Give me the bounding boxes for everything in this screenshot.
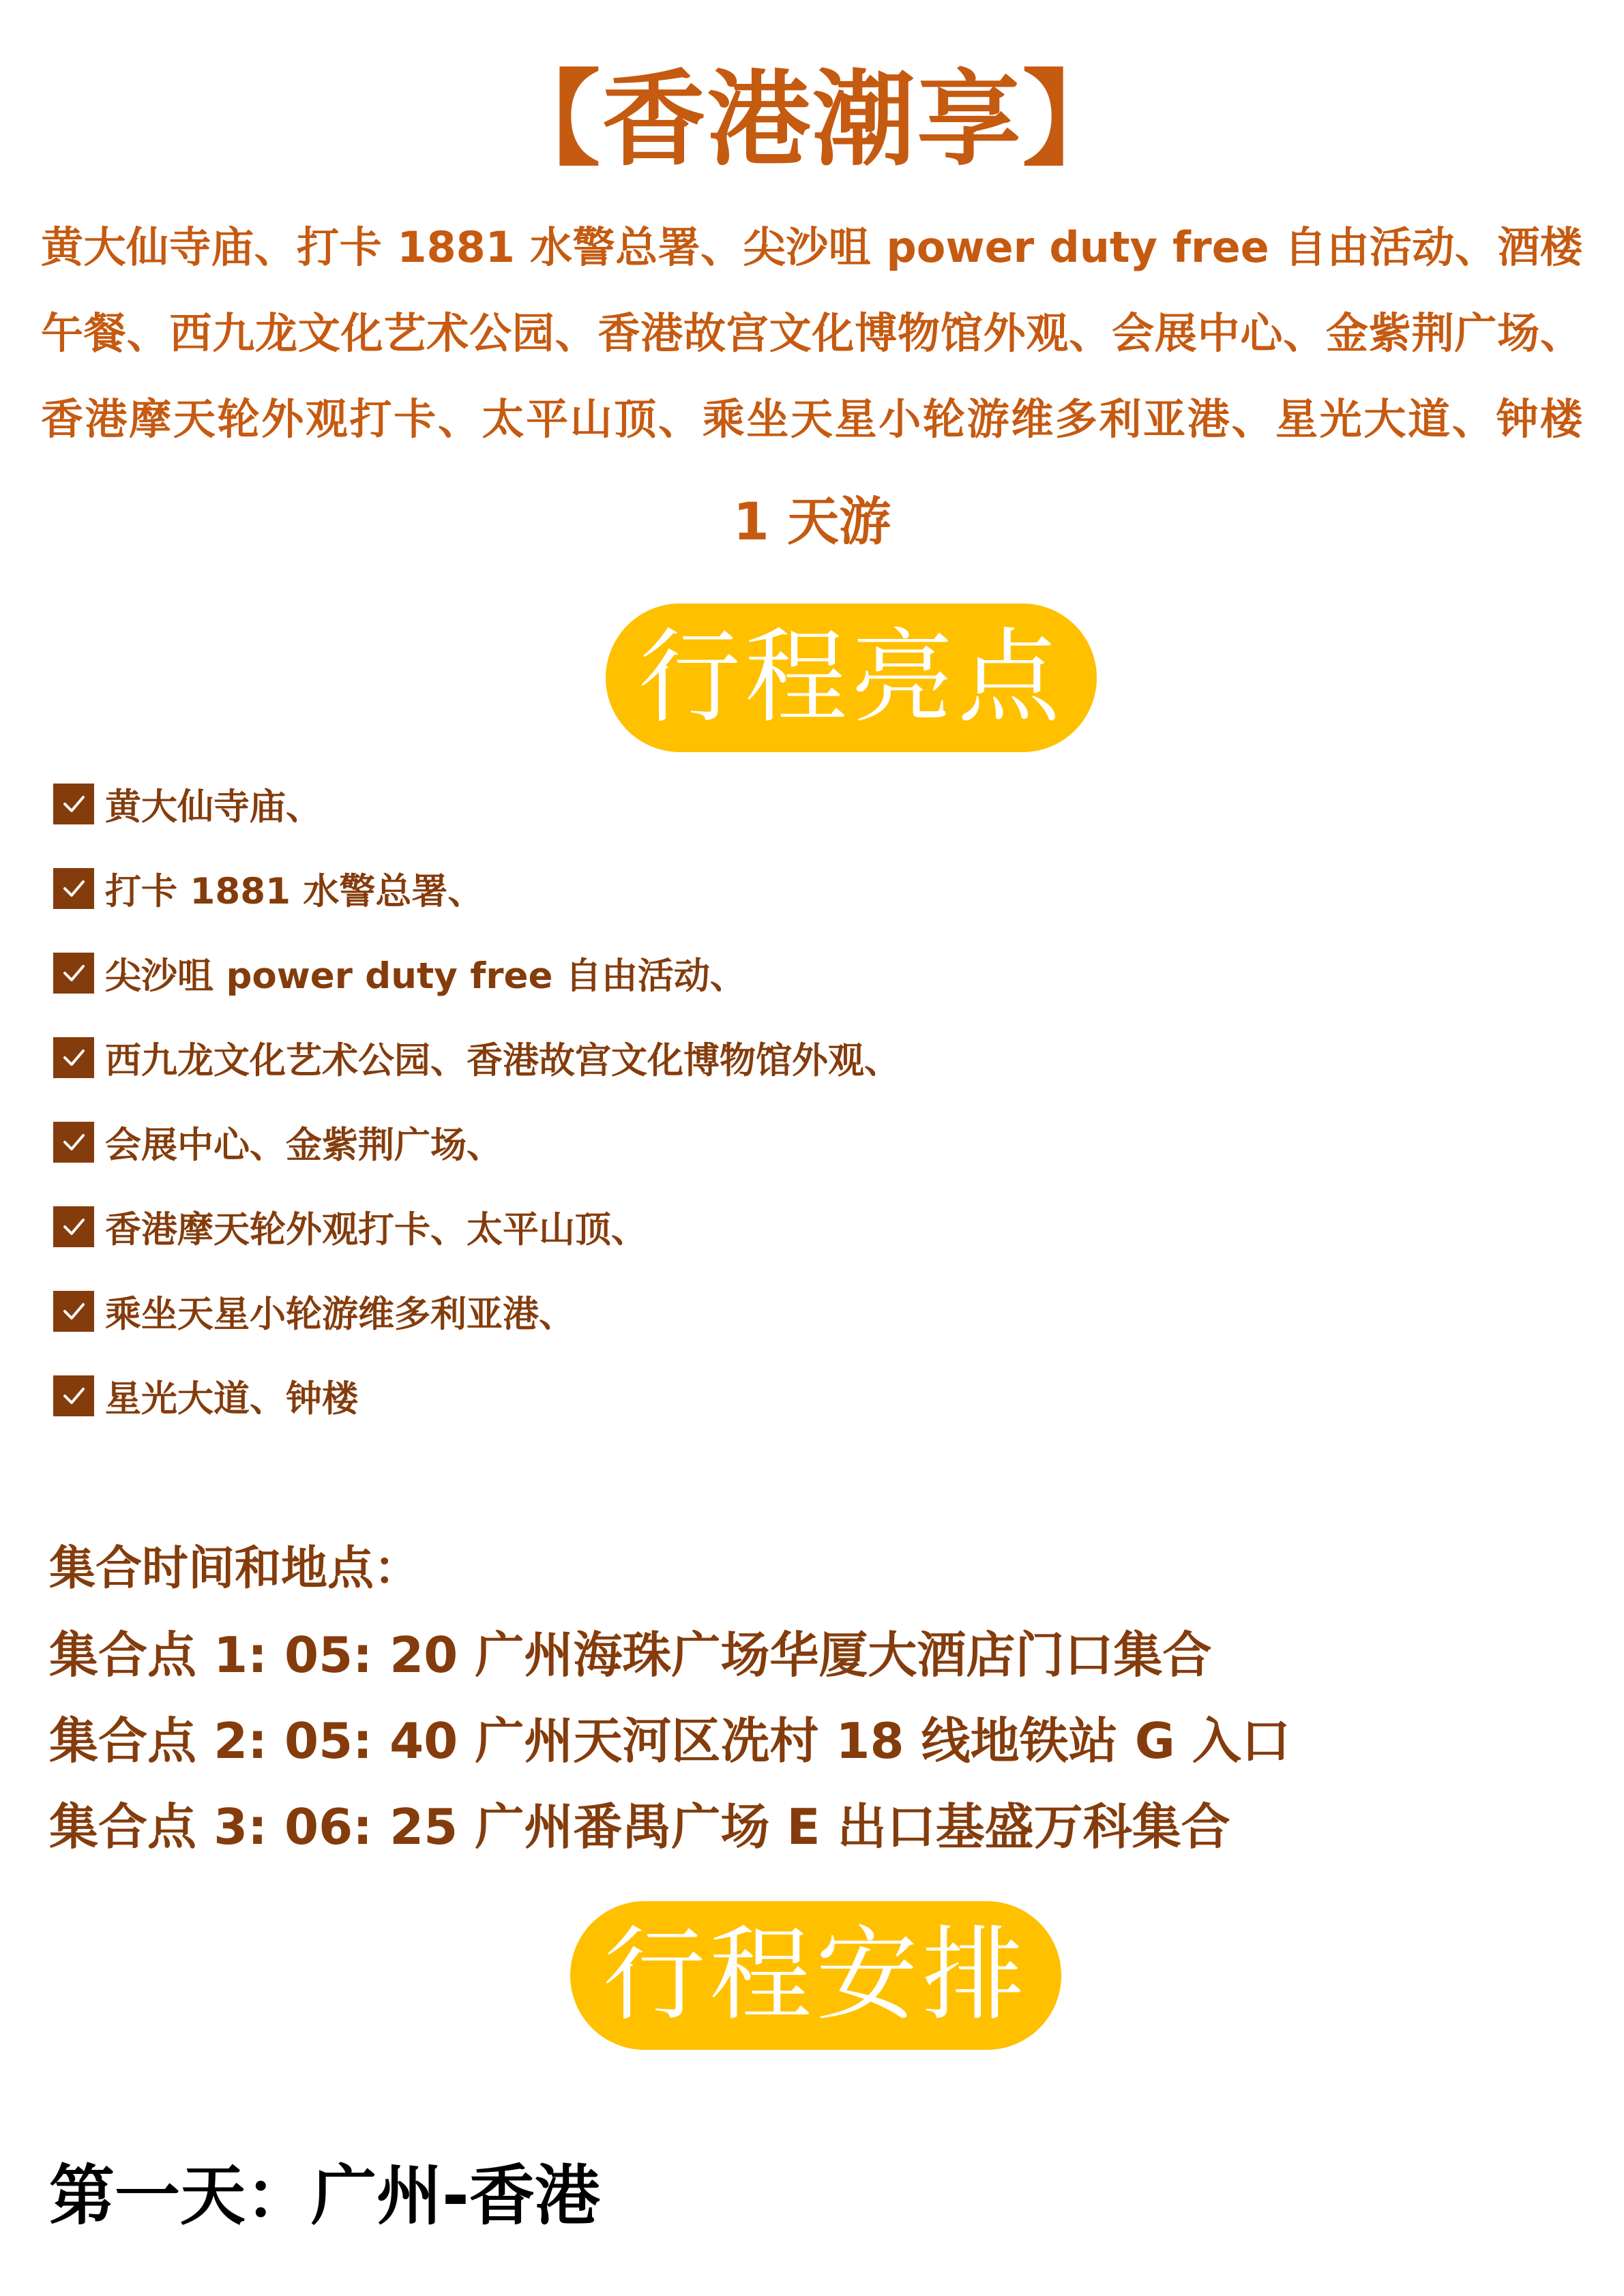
highlights-heading-badge: 行程亮点 [606,603,1097,752]
list-item [53,846,1281,931]
list-item [53,1015,1281,1100]
meeting-heading: 集合时间和地点： [49,1542,421,1596]
list-item [53,1184,1281,1269]
list-item [53,1354,1281,1438]
highlight-text: 会展中心、金紫荆广场、 [105,1124,503,1166]
meeting-point: 集合点 3: 06: 25 广州番禺广场 E 出口基盛万科集合 [49,1798,1230,1855]
highlight-text: 黄大仙寺庙、 [105,786,322,828]
checked-box-icon [53,784,94,824]
itinerary-subtitle [41,205,1582,462]
checked-box-icon [53,1122,94,1163]
checked-box-icon [53,1291,94,1332]
highlight-text: 尖沙咀 power duty free 自由活动、 [105,955,746,997]
list-item [53,1100,1281,1184]
list-item [53,931,1281,1015]
subtitle-line: 香港摩天轮外观打卡、太平山顶、乘坐天星小轮游维多利亚港、星光大道、钟楼 [41,394,1582,444]
list-item [53,1269,1281,1354]
checked-box-icon [53,953,94,994]
highlight-text: 乘坐天星小轮游维多利亚港、 [105,1294,575,1335]
checked-box-icon [53,1375,94,1416]
highlight-text: 香港摩天轮外观打卡、太平山顶、 [105,1209,647,1251]
meeting-point: 集合点 1: 05: 20 广州海珠广场华厦大酒店门口集合 [49,1626,1212,1684]
subtitle-line: 午餐、西九龙文化艺术公园、香港故宫文化博物馆外观、会展中心、金紫荆广场、 [41,308,1582,358]
checked-box-icon [53,1037,94,1078]
list-item [53,762,1281,846]
highlight-text: 星光大道、钟楼 [105,1378,358,1420]
meeting-info [49,1526,1550,1870]
highlights-checklist [53,762,1281,1438]
checked-box-icon [53,868,94,909]
page-title: 【香港潮享】 [497,59,1127,180]
highlight-text: 打卡 1881 水警总署、 [105,871,484,912]
day-one-title: 第一天：广州-香港 [49,2158,600,2234]
schedule-heading-badge: 行程安排 [570,1901,1061,2050]
tour-duration: 1 天游 [733,491,891,552]
subtitle-line: 黄大仙寺庙、打卡 1881 水警总署、尖沙咀 power duty free 自由活动、酒楼 [41,222,1582,272]
checked-box-icon [53,1206,94,1247]
meeting-point: 集合点 2: 05: 40 广州天河区冼村 18 线地铁站 G 入口 [49,1712,1290,1770]
highlight-text: 西九龙文化艺术公园、香港故宫文化博物馆外观、 [105,1040,900,1082]
